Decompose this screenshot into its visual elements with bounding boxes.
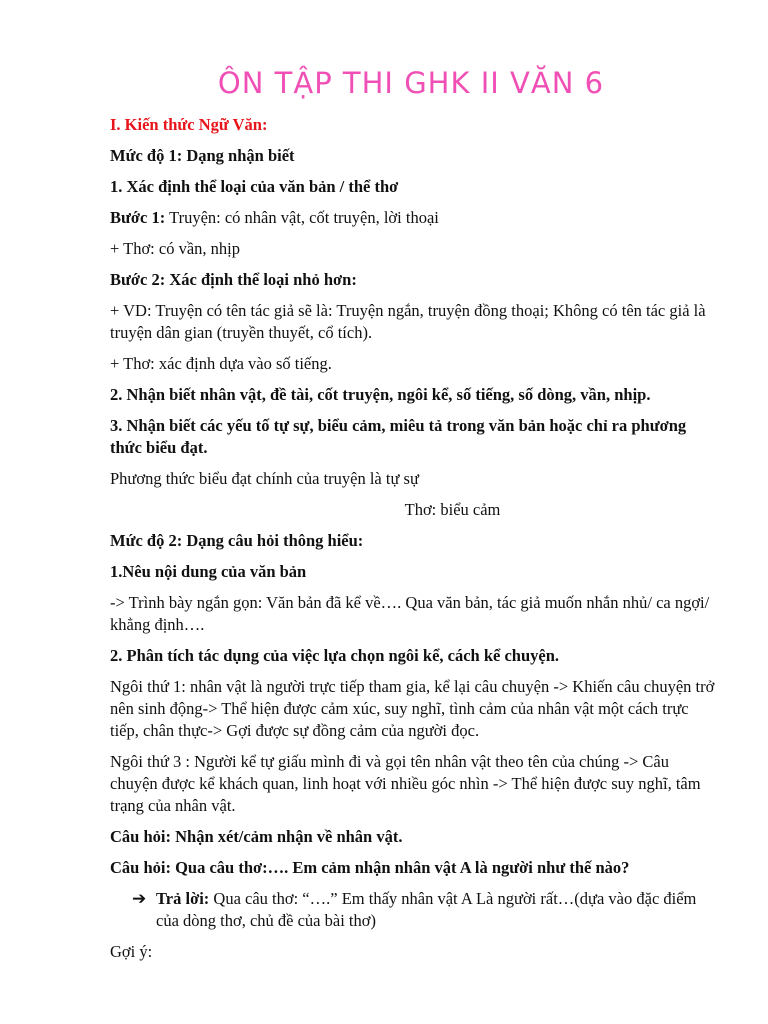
step1-label: Bước 1: bbox=[110, 208, 166, 227]
answer-label: Trả lời: bbox=[156, 889, 210, 908]
page-title: ÔN TẬP THI GHK II VĂN 6 bbox=[217, 66, 605, 100]
mode-story: Phương thức biểu đạt chính của truyện là tự sự bbox=[110, 469, 419, 488]
person1-paragraph: Ngôi thứ 1: nhân vật là người trực tiếp tham gia, kể lại câu chuyện -> Khiến câu chuyện trở nên sinh động-> Thể hiện được cảm xúc, suy nghĩ, tình cảm của nhân vật một cách trực tiếp, chân thực-> Gợi được sự đồng cảm của người đọc. bbox=[110, 677, 715, 740]
step1-paragraph bbox=[110, 207, 720, 229]
document-body bbox=[110, 114, 720, 972]
person3-paragraph: Ngôi thứ 3 : Người kể tự giấu mình đi và gọi tên nhân vật theo tên của chúng -> Câu chuyện được kể khách quan, linh hoạt với nhiều góc nhìn -> Thể hiện được suy nghĩ, tâm trạng của nhân vật. bbox=[110, 752, 701, 815]
item3-heading: 3. Nhận biết các yếu tố tự sự, biểu cảm, miêu tả trong văn bản hoặc chỉ ra phương thức biểu đạt. bbox=[110, 416, 687, 457]
vd-paragraph: + VD: Truyện có tên tác giả sẽ là: Truyện ngắn, truyện đồng thoại; Không có tên tác giả là truyện dân gian (truyền thuyết, cổ tích). bbox=[110, 301, 706, 342]
item1-heading: 1. Xác định thể loại của văn bản / thể thơ bbox=[110, 177, 399, 196]
answer-text: Qua câu thơ: “….” Em thấy nhân vật A Là người rất…(dựa vào đặc điểm của dòng thơ, chủ đề của bài thơ) bbox=[156, 889, 697, 930]
arrow-right-icon: ➔ bbox=[132, 889, 147, 908]
q1-heading: 1.Nêu nội dung của văn bản bbox=[110, 562, 307, 581]
q-poem: Câu hỏi: Qua câu thơ:…. Em cảm nhận nhân vật A là người như thế nào? bbox=[110, 858, 630, 877]
level1-heading: Mức độ 1: Dạng nhận biết bbox=[110, 146, 295, 165]
q1-answer: -> Trình bày ngắn gọn: Văn bản đã kể về…. Qua văn bản, tác giả muốn nhắn nhủ/ ca ngợi/ khẳng định…. bbox=[110, 593, 710, 634]
answer-row bbox=[132, 888, 720, 941]
answer-paragraph bbox=[156, 888, 720, 932]
step1-text: Truyện: có nhân vật, cốt truyện, lời thoại bbox=[165, 208, 439, 227]
section-heading: I. Kiến thức Ngữ Văn: bbox=[110, 115, 268, 134]
q-comment: Câu hỏi: Nhận xét/cảm nhận về nhân vật. bbox=[110, 827, 403, 846]
step2-heading: Bước 2: Xác định thể loại nhỏ hơn: bbox=[110, 270, 357, 289]
item2-heading: 2. Nhận biết nhân vật, đề tài, cốt truyện, ngôi kể, số tiếng, số dòng, vần, nhịp. bbox=[110, 385, 651, 404]
poem-count-paragraph: + Thơ: xác định dựa vào số tiếng. bbox=[110, 354, 332, 373]
hint-label: Gợi ý: bbox=[110, 942, 153, 961]
q2-heading: 2. Phân tích tác dụng của việc lựa chọn ngôi kể, cách kể chuyện. bbox=[110, 646, 560, 665]
step1-poem: + Thơ: có vần, nhịp bbox=[110, 239, 241, 258]
mode-poem: Thơ: biểu cảm bbox=[404, 500, 501, 519]
level2-heading: Mức độ 2: Dạng câu hỏi thông hiểu: bbox=[110, 531, 364, 550]
